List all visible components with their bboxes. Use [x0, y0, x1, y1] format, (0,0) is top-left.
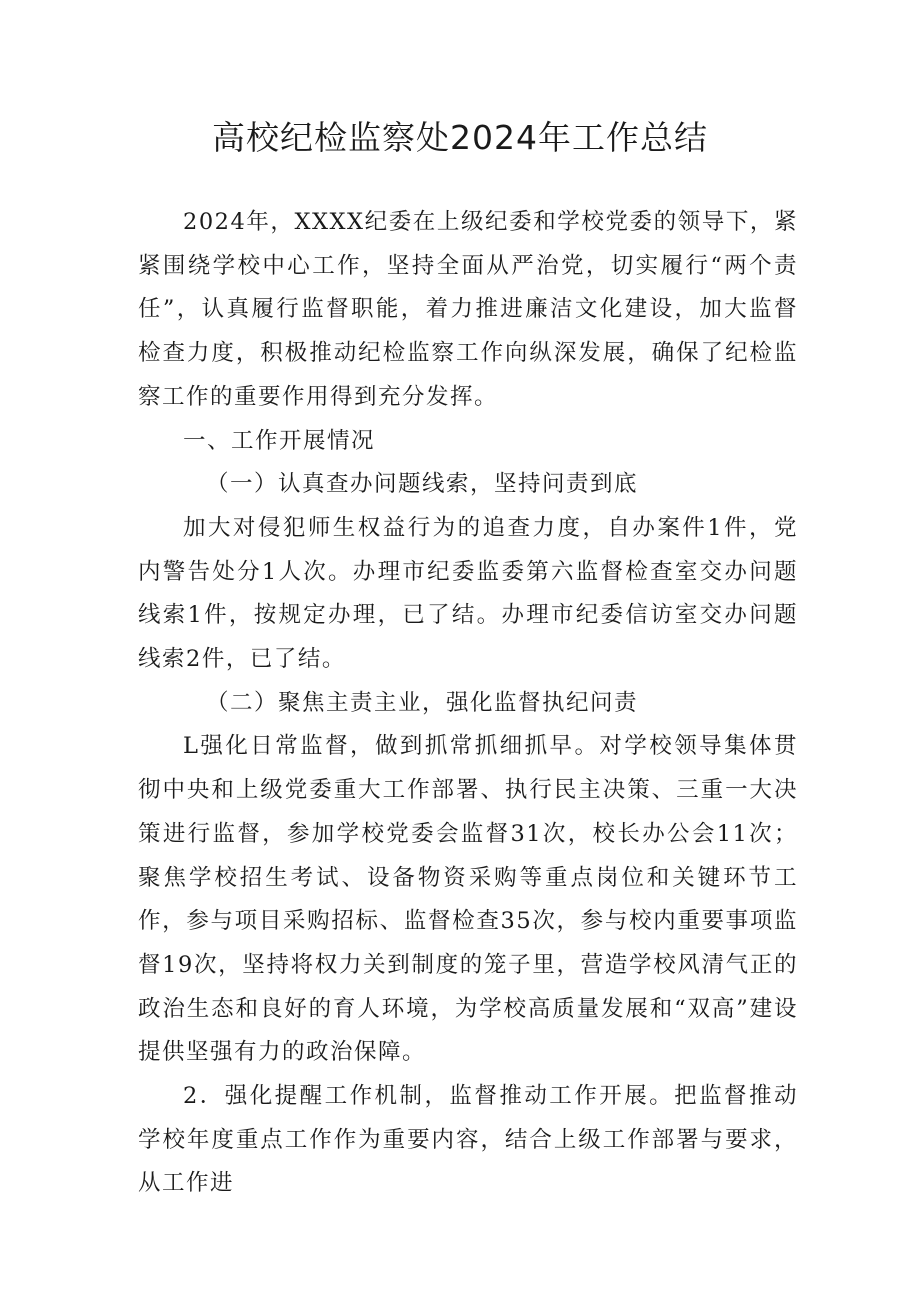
- document-title: 高校纪检监察处2024年工作总结: [212, 118, 708, 157]
- paragraph: L强化日常监督，做到抓常抓细抓早。对学校领导集体贯彻中央和上级党委重大工作部署、执行民主决策、三重一大决策进行监督，参加学校党委会监督31次，校长办公会11次；聚焦学校招生考试、设备物资采购等重点岗位和关键环节工作，参与项目采购招标、监督检查35次，参与校内重要事项监督19次，坚持将权力关到制度的笼子里，营造学校风清气正的政治生态和良好的育人环境，为学校高质量发展和“双高”建设提供坚强有力的政治保障。: [138, 733, 798, 1066]
- subsection-heading: （一）认真查办问题线索，坚持问责到底: [206, 471, 639, 498]
- subsection-heading: （二）聚焦主责主业，强化监督执纪问责: [206, 689, 639, 716]
- section-heading: 一、工作开展情况: [183, 427, 376, 454]
- paragraph-intro: 2024年，XXXX纪委在上级纪委和学校党委的领导下，紧紧围绕学校中心工作，坚持全面从严治党，切实履行“两个责任”，认真履行监督职能，着力推进廉洁文化建设，加大监督检查力度，积极推动纪检监察工作向纵深发展，确保了纪检监察工作的重要作用得到充分发挥。: [138, 209, 798, 410]
- paragraph: 加大对侵犯师生权益行为的追查力度，自办案件1件，党内警告处分1人次。办理市纪委监委第六监督检查室交办问题线索1件，按规定办理，已了结。办理市纪委信访室交办问题线索2件，已了结。: [138, 514, 798, 673]
- paragraph: 2．强化提醒工作机制，监督推动工作开展。把监督推动学校年度重点工作作为重要内容，结合上级工作部署与要求，从工作进: [138, 1083, 798, 1197]
- document-body: [138, 201, 798, 1206]
